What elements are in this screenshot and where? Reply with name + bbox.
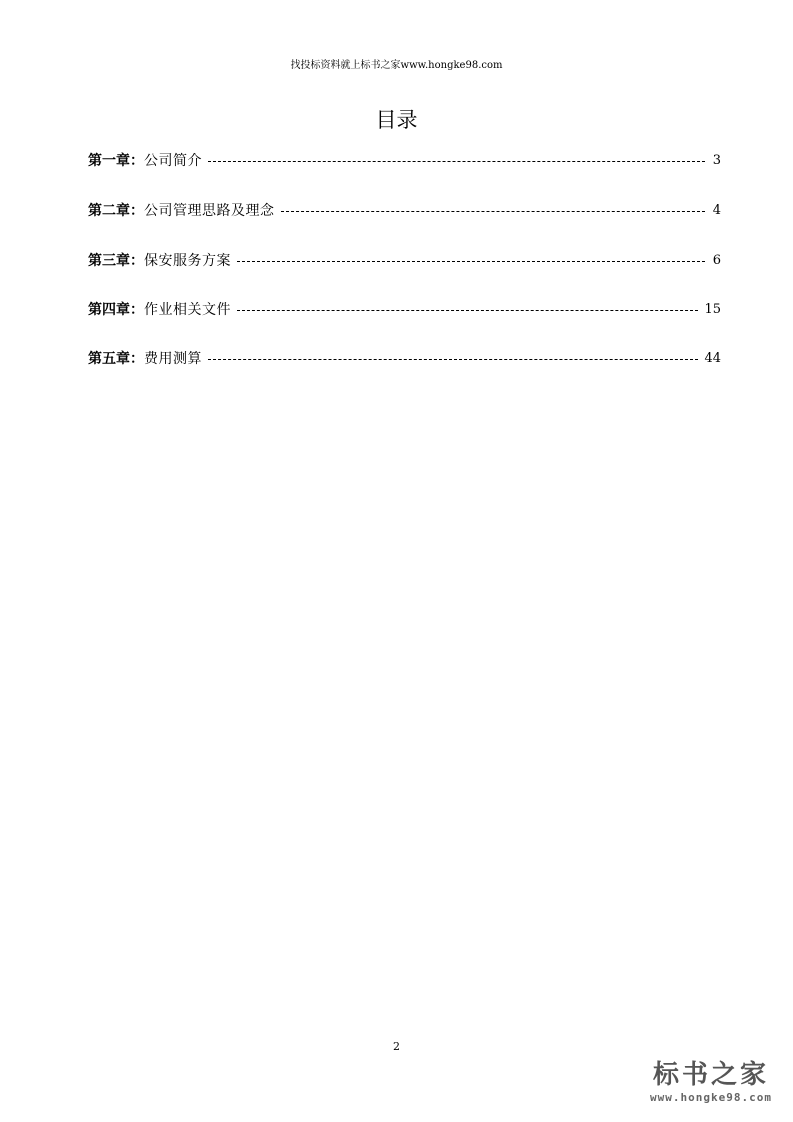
toc-entry-label: 公司简介 bbox=[144, 153, 202, 169]
toc-chapter-number: 第二章： bbox=[88, 203, 144, 219]
watermark-logo bbox=[641, 1060, 781, 1110]
toc-entry-label: 费用测算 bbox=[144, 351, 202, 367]
toc-page-number: 3 bbox=[712, 152, 721, 168]
toc-entry-label: 保安服务方案 bbox=[144, 253, 231, 269]
toc-leader-dashes bbox=[208, 160, 705, 162]
running-header: 找投标资料就上标书之家www.hongke98.com bbox=[290, 60, 503, 71]
toc-page-number: 15 bbox=[704, 301, 721, 317]
toc-leader-dashes bbox=[208, 358, 698, 360]
toc-chapter-number: 第三章： bbox=[88, 253, 144, 269]
toc-leader-dashes bbox=[281, 210, 706, 212]
toc-entry-label: 公司管理思路及理念 bbox=[144, 203, 275, 219]
toc-page-number: 4 bbox=[712, 202, 721, 218]
toc-leader-dashes bbox=[237, 309, 698, 311]
page-title: 目录 bbox=[375, 108, 418, 132]
page-number: 2 bbox=[393, 1040, 400, 1053]
toc-entry-2[interactable] bbox=[88, 200, 721, 220]
toc-entry-3[interactable] bbox=[88, 250, 721, 270]
toc-entry-label: 作业相关文件 bbox=[144, 302, 231, 318]
toc-page-number: 6 bbox=[712, 252, 721, 268]
toc-page-number: 44 bbox=[704, 350, 721, 366]
watermark-url: www.hongke98.com bbox=[650, 1091, 772, 1104]
toc-entry-5[interactable] bbox=[88, 348, 721, 368]
toc-leader-dashes bbox=[237, 260, 705, 262]
toc-chapter-number: 第一章： bbox=[88, 153, 144, 169]
toc-chapter-number: 第四章： bbox=[88, 302, 144, 318]
watermark-brand: 标书之家 bbox=[652, 1060, 769, 1090]
toc-entry-4[interactable] bbox=[88, 299, 721, 319]
toc-entry-1[interactable] bbox=[88, 150, 721, 170]
toc-chapter-number: 第五章： bbox=[88, 351, 144, 367]
